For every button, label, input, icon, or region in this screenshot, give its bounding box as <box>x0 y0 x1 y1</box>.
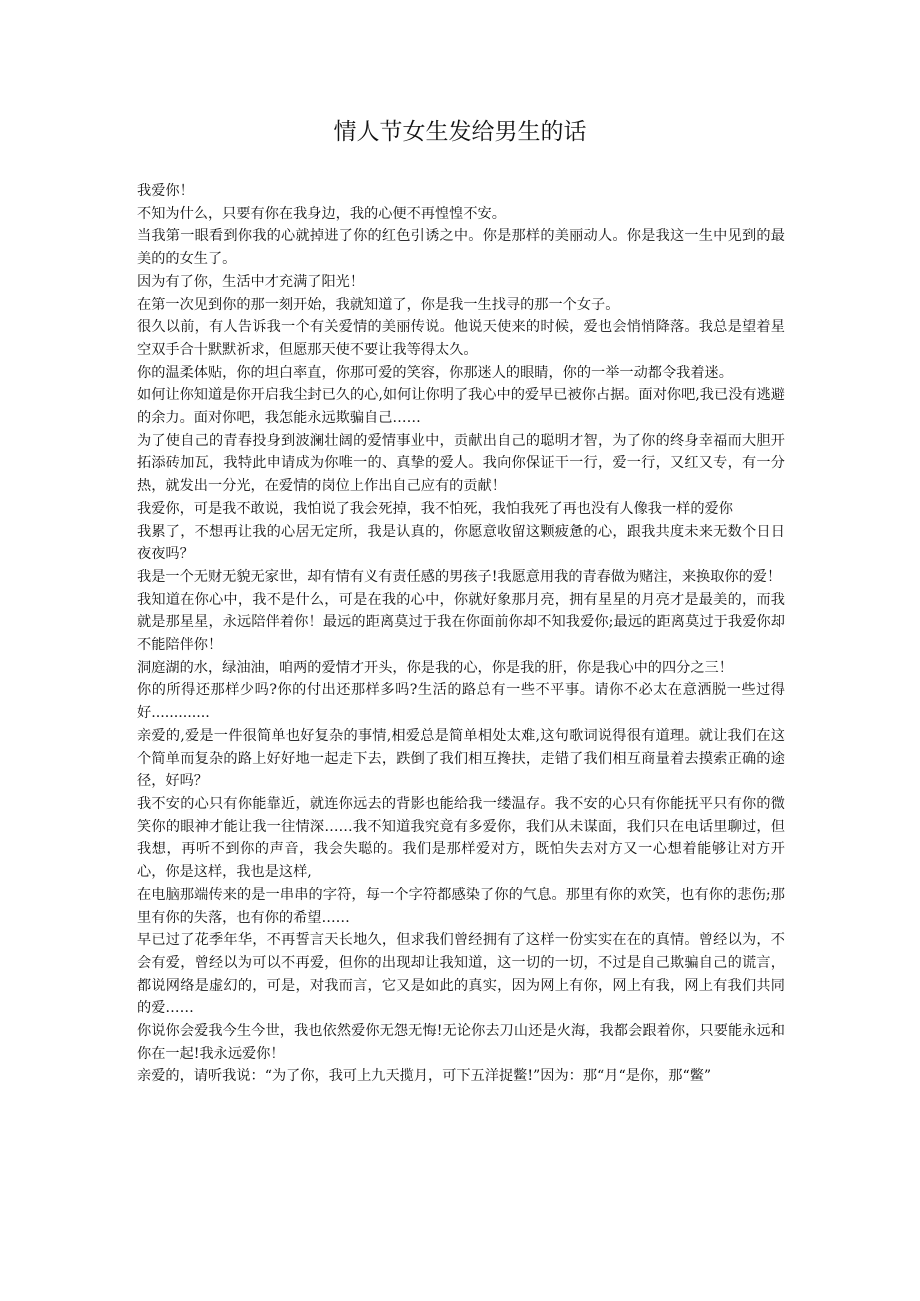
paragraph: 不知为什么，只要有你在我身边，我的心便不再惶惶不安。 <box>137 205 506 222</box>
paragraph: 亲爱的,爱是一件很简单也好复杂的事情,相爱总是简单相处太难,这句歌词说得很有道理。就让我们在这个简单而复杂的路上好好地一起走下去，跌倒了我们相互搀扶，走错了我们相互商量着去摸索正确的途径，好吗？ <box>137 727 785 790</box>
paragraph: 在电脑那端传来的是一串串的字符，每一个字符都感染了你的气息。那里有你的欢笑，也有你的悲伤;那里有你的失落，也有你的希望…… <box>137 886 785 926</box>
paragraph: 因为有了你，生活中才充满了阳光！ <box>137 273 365 290</box>
paragraph: 早已过了花季年华，不再誓言天长地久，但求我们曾经拥有了这样一份实实在在的真情。曾经以为，不会有爱，曾经以为可以不再爱，但你的出现却让我知道，这一切的一切，不过是自己欺骗自己的谎言，都说网络是虚幻的，可是，对我而言，它又是如此的真实，因为网上有你，网上有我，网上有我们共同的爱…… <box>137 932 785 1017</box>
paragraph: 我爱你！ <box>137 183 194 199</box>
paragraph: 我不安的心只有你能靠近，就连你远去的背影也能给我一缕温存。我不安的心只有你能抚平只有你的微笑你的眼神才能让我一往情深……我不知道我究竟有多爱你，我们从未谋面，我们只在电话里聊过，但我想，再听不到你的声音，我会失聪的。我们是那样爱对方，既怕失去对方又一心想着能够让对方开心，你是这样，我也是这样, <box>137 795 785 881</box>
paragraph: 你的温柔体贴，你的坦白率直，你那可爱的笑容，你那迷人的眼睛，你的一举一动都令我着迷。 <box>137 364 733 381</box>
paragraph: 亲爱的，请听我说：“为了你，我可上九天揽月，可下五洋捉鳖!”因为：那“月“是你，那“鳖” <box>137 1068 712 1085</box>
paragraph: 如何让你知道是你开启我尘封已久的心,如何让你明了我心中的爱早已被你占据。面对你吧,我已没有逃避的余力。面对你吧，我怎能永远欺骗自己…… <box>137 387 785 427</box>
paragraph: 我是一个无财无貌无家世，却有情有义有责任感的男孩子!我愿意用我的青春做为赌注，来换取你的爱！ <box>137 568 782 585</box>
paragraph: 洞庭湖的水，绿油油，咱两的爱情才开头，你是我的心，你是我的肝，你是我心中的四分之三！ <box>137 659 733 676</box>
paragraph: 你说你会爱我今生今世，我也依然爱你无怨无悔!无论你去刀山还是火海，我都会跟着你，只要能永远和你在一起!我永远爱你！ <box>137 1023 785 1062</box>
document-body <box>137 180 785 1088</box>
paragraph: 我爱你，可是我不敢说，我怕说了我会死掉，我不怕死，我怕我死了再也没有人像我一样的爱你 <box>137 500 733 517</box>
paragraph: 你的所得还那样少吗?你的付出还那样多吗?生活的路总有一些不平事。请你不必太在意洒脱一些过得好............. <box>137 682 785 722</box>
paragraph: 为了使自己的青春投身到波澜壮阔的爱情事业中，贡献出自己的聪明才智，为了你的终身幸福而大胆开拓添砖加瓦，我特此申请成为你唯一的、真挚的爱人。我向你保证干一行，爱一行，又红又专，有一分热，就发出一分光，在爱情的岗位上作出自己应有的贡献！ <box>137 432 785 495</box>
paragraph: 当我第一眼看到你我的心就掉进了你的红色引诱之中。你是那样的美丽动人。你是我这一生中见到的最美的的女生了。 <box>137 228 785 268</box>
paragraph: 我累了，不想再让我的心居无定所，我是认真的，你愿意收留这颗疲惫的心，跟我共度未来无数个日日夜夜吗？ <box>137 523 785 563</box>
paragraph: 很久以前，有人告诉我一个有关爱情的美丽传说。他说天使来的时候，爱也会悄悄降落。我总是望着星空双手合十默默祈求，但愿那天使不要让我等得太久。 <box>137 319 785 358</box>
paragraph: 我知道在你心中，我不是什么，可是在我的心中，你就好象那月亮，拥有星星的月亮才是最美的，而我就是那星星，永远陪伴着你！最远的距离莫过于我在你面前你却不知我爱你;最远的距离莫过于我爱你却不能陪伴你！ <box>137 591 785 654</box>
document-title: 情人节女生发给男生的话 <box>333 119 587 145</box>
paragraph: 在第一次见到你的那一刻开始，我就知道了，你是我一生找寻的那一个女子。 <box>137 296 620 313</box>
